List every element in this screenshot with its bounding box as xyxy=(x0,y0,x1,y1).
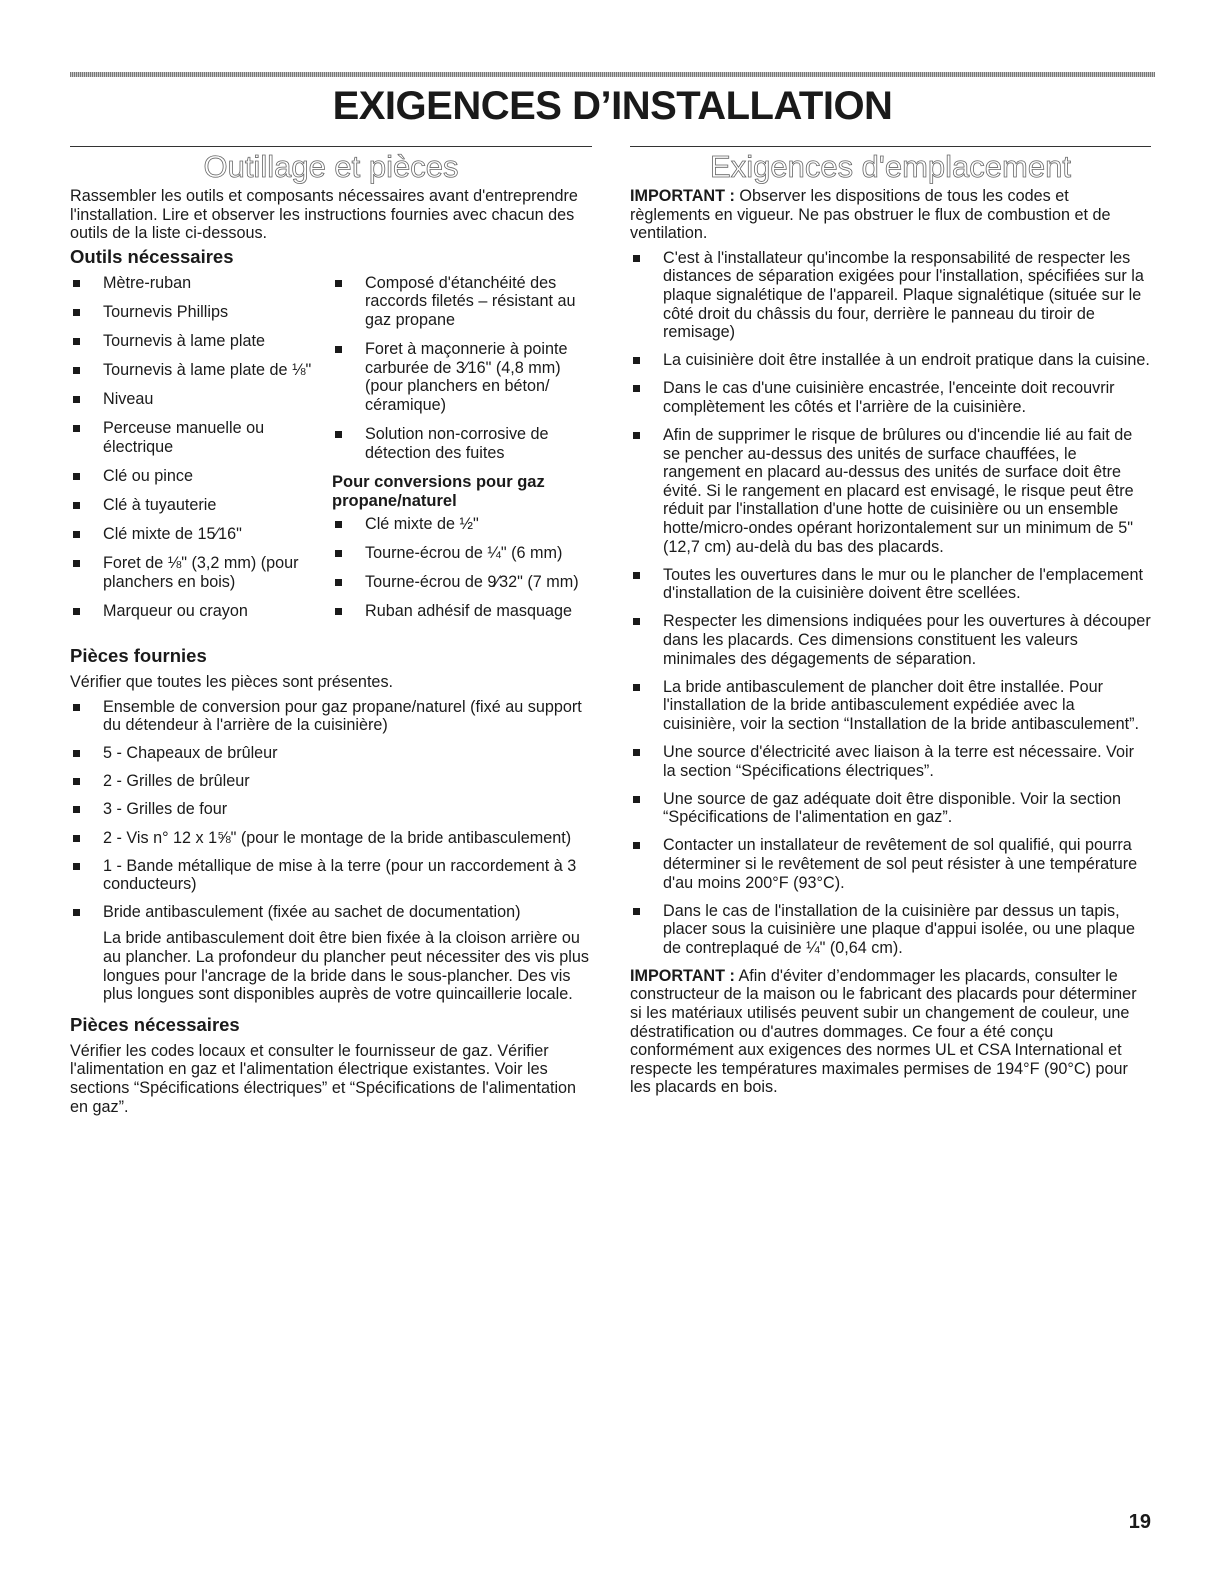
list-item: 2 - Grilles de brûleur xyxy=(70,772,592,791)
important-label-2: IMPORTANT : xyxy=(630,966,735,985)
important-notice xyxy=(630,187,1151,243)
list-item: Perceuse manuelle ou électrique xyxy=(70,419,328,456)
list-item: Afin de supprimer le risque de brûlures ou d'incendie lié au fait de se pencher au-dessus des unités de surface chauffées, le rangement en placard au-dessus des unités de surface doit être évité. Si le rangement en placard est envisagé, le risque peut être réduit par l'installation d'une hotte de cuisinière ou un ensemble hotte/micro-ondes opérant horizontalement sur un minimum de 5" (12,7 cm) au-delà du bas des placards. xyxy=(630,426,1151,556)
list-item: Clé mixte de ½" xyxy=(332,515,592,534)
section-title-tools-parts: Outillage et pièces xyxy=(203,149,459,184)
left-column xyxy=(70,146,592,1116)
section-title-location: Exigences d'emplacement xyxy=(710,149,1071,184)
list-item: Dans le cas d'une cuisinière encastrée, l'enceinte doit recouvrir complètement les côtés et l'arrière de la cuisinière. xyxy=(630,379,1151,416)
list-item: Tournevis à lame plate de ⅛" xyxy=(70,361,328,380)
list-item: Tourne-écrou de 9⁄32" (7 mm) xyxy=(332,573,592,592)
tools-intro: Rassembler les outils et composants nécessaires avant d'entreprendre l'installation. Lire et observer les instructions fournies avec chacun des outils de la liste ci-dessous. xyxy=(70,187,578,243)
list-item: Composé d'étanchéité des raccords filetés – résistant au gaz propane xyxy=(332,274,592,330)
list-item: Marqueur ou crayon xyxy=(70,602,328,621)
needed-heading: Pièces nécessaires xyxy=(70,1013,240,1035)
important-notice-2 xyxy=(630,967,1151,1097)
list-item: Tournevis Phillips xyxy=(70,303,328,322)
needed-text: Vérifier les codes locaux et consulter le fournisseur de gaz. Vérifier l'alimentation en gaz et l'alimentation électrique existantes. Voir les sections “Spécifications électriques” et “Spécifications de l'alimentation en gaz”. xyxy=(70,1041,577,1116)
list-item: 1 - Bande métallique de mise à la terre (pour un raccordement à 3 conducteurs) xyxy=(70,857,592,894)
list-item: Clé mixte de 15⁄16" xyxy=(70,525,328,544)
list-item: Tourne-écrou de ¼" (6 mm) xyxy=(332,544,592,563)
list-item: Foret de ⅛" (3,2 mm) (pour planchers en bois) xyxy=(70,554,328,591)
list-item: Ensemble de conversion pour gaz propane/naturel (fixé au support du détendeur à l'arrière de la cuisinière) xyxy=(70,698,592,735)
parts-intro: Vérifier que toutes les pièces sont présentes. xyxy=(70,673,394,691)
list-item: C'est à l'installateur qu'incombe la responsabilité de respecter les distances de séparation exigées pour l'installation, spécifiées sur la plaque signalétique de l'appareil. Plaque signalétique (située sur le côté droit du châssis du four, derrière le panneau du tiroir de remisage) xyxy=(630,249,1151,342)
list-item: Toutes les ouvertures dans le mur ou le plancher de l'emplacement d'installation de la cuisinière doivent être scellées. xyxy=(630,566,1151,603)
list-item: Dans le cas de l'installation de la cuisinière par dessus un tapis, placer sous la cuisinière une plaque d'appui isolée, ou une plaque de contreplaqué de ¼" (0,64 cm). xyxy=(630,902,1151,958)
list-item: Bride antibasculement (fixée au sachet de documentation) xyxy=(70,903,592,922)
list-item: Clé à tuyauterie xyxy=(70,496,328,515)
list-item: Ruban adhésif de masquage xyxy=(332,602,592,621)
list-item: Mètre-ruban xyxy=(70,274,328,293)
list-item: Une source d'électricité avec liaison à la terre est nécessaire. Voir la section “Spécifications électriques”. xyxy=(630,743,1151,780)
list-item: Foret à maçonnerie à pointe carburée de 3⁄16" (4,8 mm) (pour planchers en béton/ céramique) xyxy=(332,340,592,414)
list-item: 5 - Chapeaux de brûleur xyxy=(70,744,592,763)
list-item: Clé ou pince xyxy=(70,467,328,486)
parts-note: La bride antibasculement doit être bien fixée à la cloison arrière ou au plancher. La profondeur du plancher peut nécessiter des vis plus longues pour l'ancrage de la bride dans le sous-plancher. Des vis plus longues sont disponibles auprès de votre quincaillerie locale. xyxy=(103,929,589,1004)
parts-heading: Pièces fournies xyxy=(70,645,207,666)
right-column xyxy=(630,146,1151,1097)
tools-list-col-1 xyxy=(70,274,328,631)
important-text-2: Afin d'éviter d’endommager les placards, consulter le constructeur de la maison ou le fabricant des placards pour déterminer si les matériaux utilisés peuvent subir un changement de couleur, une déstratification ou d'autres dommages. Ce four a été conçu conformément aux exigences des normes UL et CSA International et respecte les températures maximales permises de 194°F (90°C) pour les placards en bois. xyxy=(630,966,1137,1097)
left-column-rule xyxy=(70,146,592,147)
top-decorative-bar xyxy=(70,72,1155,77)
list-item: Solution non-corrosive de détection des fuites xyxy=(332,425,592,462)
important-label: IMPORTANT : xyxy=(630,187,735,205)
list-item: Respecter les dimensions indiquées pour les ouvertures à découper dans les placards. Ces dimensions constituent les valeurs minimales des dégagements de séparation. xyxy=(630,612,1151,668)
list-item: 3 - Grilles de four xyxy=(70,800,592,819)
list-item: Une source de gaz adéquate doit être disponible. Voir la section “Spécifications de l'alimentation en gaz”. xyxy=(630,790,1151,827)
tools-list-col-2 xyxy=(332,274,592,631)
list-item: La cuisinière doit être installée à un endroit pratique dans la cuisine. xyxy=(630,351,1151,370)
list-item: Tournevis à lame plate xyxy=(70,332,328,351)
right-column-rule xyxy=(630,146,1151,147)
important-text: Observer les dispositions de tous les codes et règlements en vigueur. Ne pas obstruer le flux de combustion et de ventilation. xyxy=(630,187,1111,243)
page-number: 19 xyxy=(1128,1511,1151,1533)
conversion-heading: Pour conversions pour gaz propane/naturel xyxy=(332,472,545,510)
list-item: Contacter un installateur de revêtement de sol qualifié, qui pourra déterminer si le revêtement de sol peut résister à une température d'au moins 200°F (93°C). xyxy=(630,836,1151,892)
list-item: Niveau xyxy=(70,390,328,409)
list-item: 2 - Vis n° 12 x 1⅝" (pour le montage de la bride antibasculement) xyxy=(70,829,592,848)
tools-heading: Outils nécessaires xyxy=(70,245,234,267)
tools-lists xyxy=(70,274,592,631)
page-title: EXIGENCES D’INSTALLATION xyxy=(332,84,893,128)
list-item: La bride antibasculement de plancher doit être installée. Pour l'installation de la bride antibasculement expédiée avec la cuisinière, voir la section “Installation de la bride antibasculement”. xyxy=(630,678,1151,734)
